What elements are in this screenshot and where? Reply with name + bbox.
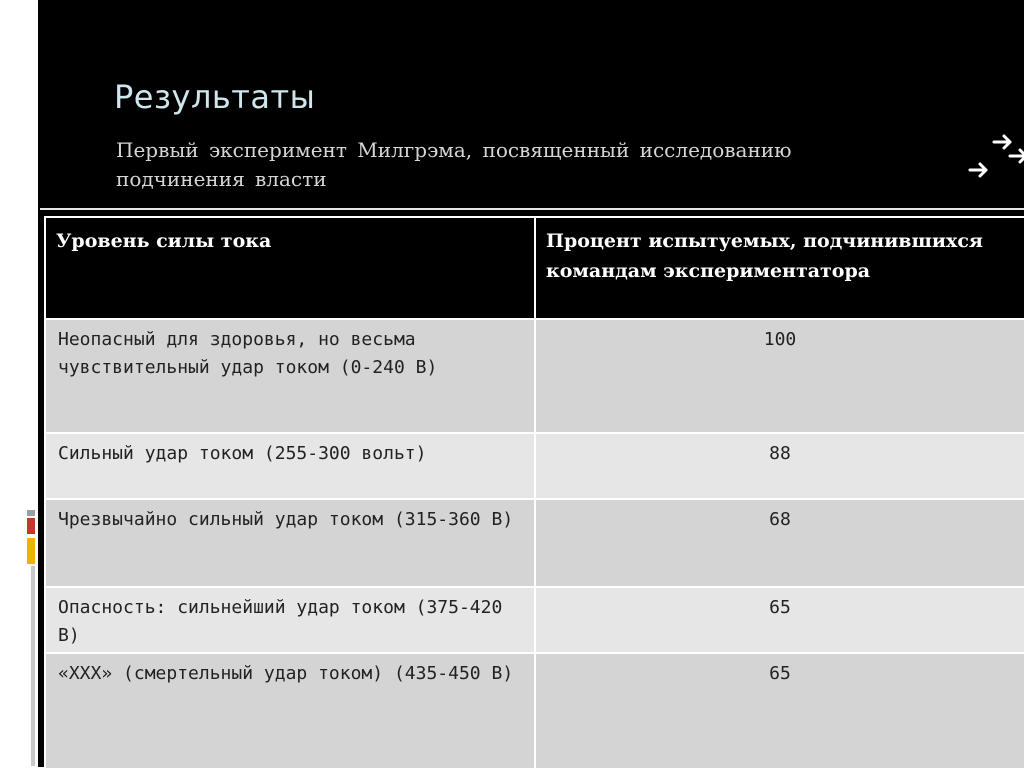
accent-bar-yellow <box>27 538 35 564</box>
column-header-percent: Процент испытуемых, подчинившихся командам экспериментатора <box>535 217 1024 319</box>
results-table <box>44 216 1024 770</box>
cell-level: Опасность: сильнейший удар током (375-420 В) <box>45 587 535 653</box>
slide-content <box>38 0 1024 767</box>
table-row <box>45 653 1024 769</box>
table-row <box>45 433 1024 499</box>
accent-bar-red <box>27 518 35 534</box>
slide-title: Результаты <box>114 78 316 116</box>
table-row <box>45 499 1024 587</box>
table-row <box>45 587 1024 653</box>
header-divider <box>40 208 1024 210</box>
cell-level: Чрезвычайно сильный удар током (315-360 В) <box>45 499 535 587</box>
table-row <box>45 319 1024 433</box>
cell-percent: 65 <box>535 587 1024 653</box>
cell-percent: 88 <box>535 433 1024 499</box>
left-accent-strip <box>0 0 38 767</box>
cell-percent: 68 <box>535 499 1024 587</box>
cell-percent: 100 <box>535 319 1024 433</box>
cell-level: Неопасный для здоровья, но весьма чувствительный удар током (0-240 В) <box>45 319 535 433</box>
cell-level: «XXX» (смертельный удар током) (435-450 В) <box>45 653 535 769</box>
accent-bar-gray-2 <box>31 566 35 766</box>
accent-bar-gray <box>27 510 35 516</box>
arrows-icon <box>966 130 1024 186</box>
column-header-level: Уровень силы тока <box>45 217 535 319</box>
grid-icon <box>1020 18 1024 118</box>
slide-subtitle: Первый эксперимент Милгрэма, посвященный исследованию подчинения власти <box>116 138 792 191</box>
cell-level: Сильный удар током (255-300 вольт) <box>45 433 535 499</box>
cell-percent: 65 <box>535 653 1024 769</box>
table-header-row <box>45 217 1024 319</box>
